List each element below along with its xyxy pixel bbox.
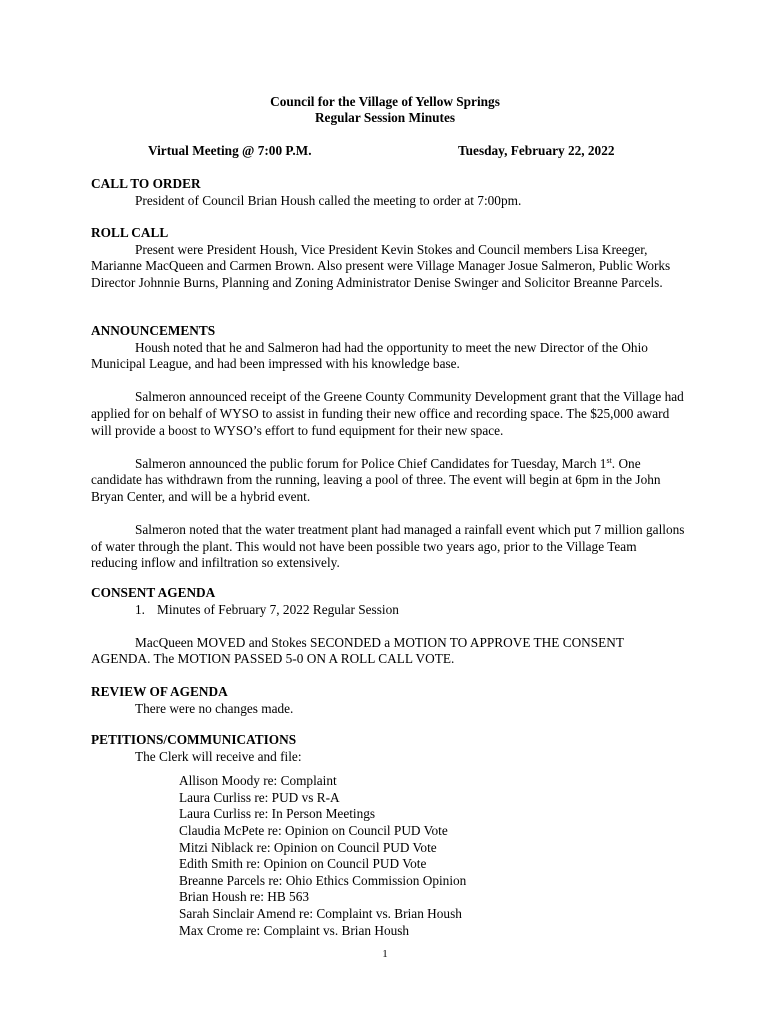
list-item: Max Crome re: Complaint vs. Brian Housh [179, 922, 410, 938]
section-review-of-agenda [91, 684, 685, 717]
section-roll-call [91, 225, 685, 291]
list-item: Laura Curliss re: PUD vs R-A [179, 789, 340, 805]
section-heading: PETITIONS/COMMUNICATIONS [91, 732, 297, 747]
ordinal-suffix: st [606, 455, 612, 465]
section-text: President of Council Brian Housh called the meeting to order at 7:00pm. [135, 192, 522, 208]
list-item-text: Minutes of February 7, 2022 Regular Session [157, 601, 399, 617]
section-heading: REVIEW OF AGENDA [91, 684, 228, 699]
announcement-paragraph: Salmeron noted that the water treatment plant had managed a rainfall event which put 7 million gallons of water through the plant. This would not have been possible two years ago, prior to the Village Team reducing inflow and infiltration so extensively. [91, 522, 685, 571]
section-heading: ANNOUNCEMENTS [91, 323, 216, 338]
section-petitions [91, 732, 685, 939]
meeting-type: Virtual Meeting @ 7:00 P.M. [148, 143, 312, 158]
document-subtitle: Regular Session Minutes [314, 110, 456, 125]
list-item [91, 602, 685, 619]
list-item: Sarah Sinclair Amend re: Complaint vs. Brian Housh [179, 905, 462, 921]
meeting-date: Tuesday, February 22, 2022 [458, 143, 615, 158]
paragraph-text: . One candidate has withdrawn from the running, leaving a pool of three. The event will begin at 6pm in the John Bryan Center, and will be a hybrid event. [91, 455, 661, 504]
section-text: There were no changes made. [135, 700, 294, 716]
section-call-to-order [91, 176, 685, 209]
announcement-paragraph: Housh noted that he and Salmeron had had the opportunity to meet the new Director of the Ohio Municipal League, and had been impressed with his knowledge base. [91, 339, 648, 372]
list-item: Brian Housh re: HB 563 [179, 889, 310, 905]
section-consent-agenda [91, 585, 685, 668]
section-text: Present were President Housh, Vice President Kevin Stokes and Council members Lisa Kreeger, Marianne MacQueen and Carmen Brown. Also present were Village Manager Josue Salmeron, Public Works Director Johnnie Burns, Planning and Zoning Administrator Denise Swinger and Solicitor Breanne Parcels. [91, 241, 671, 290]
section-heading: ROLL CALL [91, 225, 169, 240]
section-text: The Clerk will receive and file: [135, 748, 302, 764]
announcement-paragraph [91, 456, 685, 506]
list-number: 1. [135, 601, 145, 617]
section-heading: CALL TO ORDER [91, 176, 201, 191]
list-item: Breanne Parcels re: Ohio Ethics Commission Opinion [179, 872, 467, 888]
paragraph-text: Salmeron announced the public forum for Police Chief Candidates for Tuesday, March 1 [135, 455, 607, 471]
page-number: 1 [382, 948, 388, 960]
list-item: Edith Smith re: Opinion on Council PUD Vote [179, 856, 427, 872]
document-title: Council for the Village of Yellow Springs [270, 94, 500, 109]
section-announcements [91, 323, 685, 572]
communications-list [91, 773, 685, 939]
list-item: Claudia McPete re: Opinion on Council PUD Vote [179, 822, 448, 838]
announcement-paragraph: Salmeron announced receipt of the Greene County Community Development grant that the Village had applied for on behalf of WYSO to assist in funding their new office and recording space. The $25,000 award will provide a boost to WYSO’s effort to fund equipment for their new space. [91, 389, 684, 438]
list-item: Mitzi Niblack re: Opinion on Council PUD Vote [179, 839, 437, 855]
section-heading: CONSENT AGENDA [91, 585, 216, 600]
motion-text: MacQueen MOVED and Stokes SECONDED a MOTION TO APPROVE THE CONSENT AGENDA. The MOTION PASSED 5-0 ON A ROLL CALL VOTE. [91, 634, 624, 667]
list-item: Allison Moody re: Complaint [179, 773, 337, 789]
list-item: Laura Curliss re: In Person Meetings [179, 806, 376, 822]
